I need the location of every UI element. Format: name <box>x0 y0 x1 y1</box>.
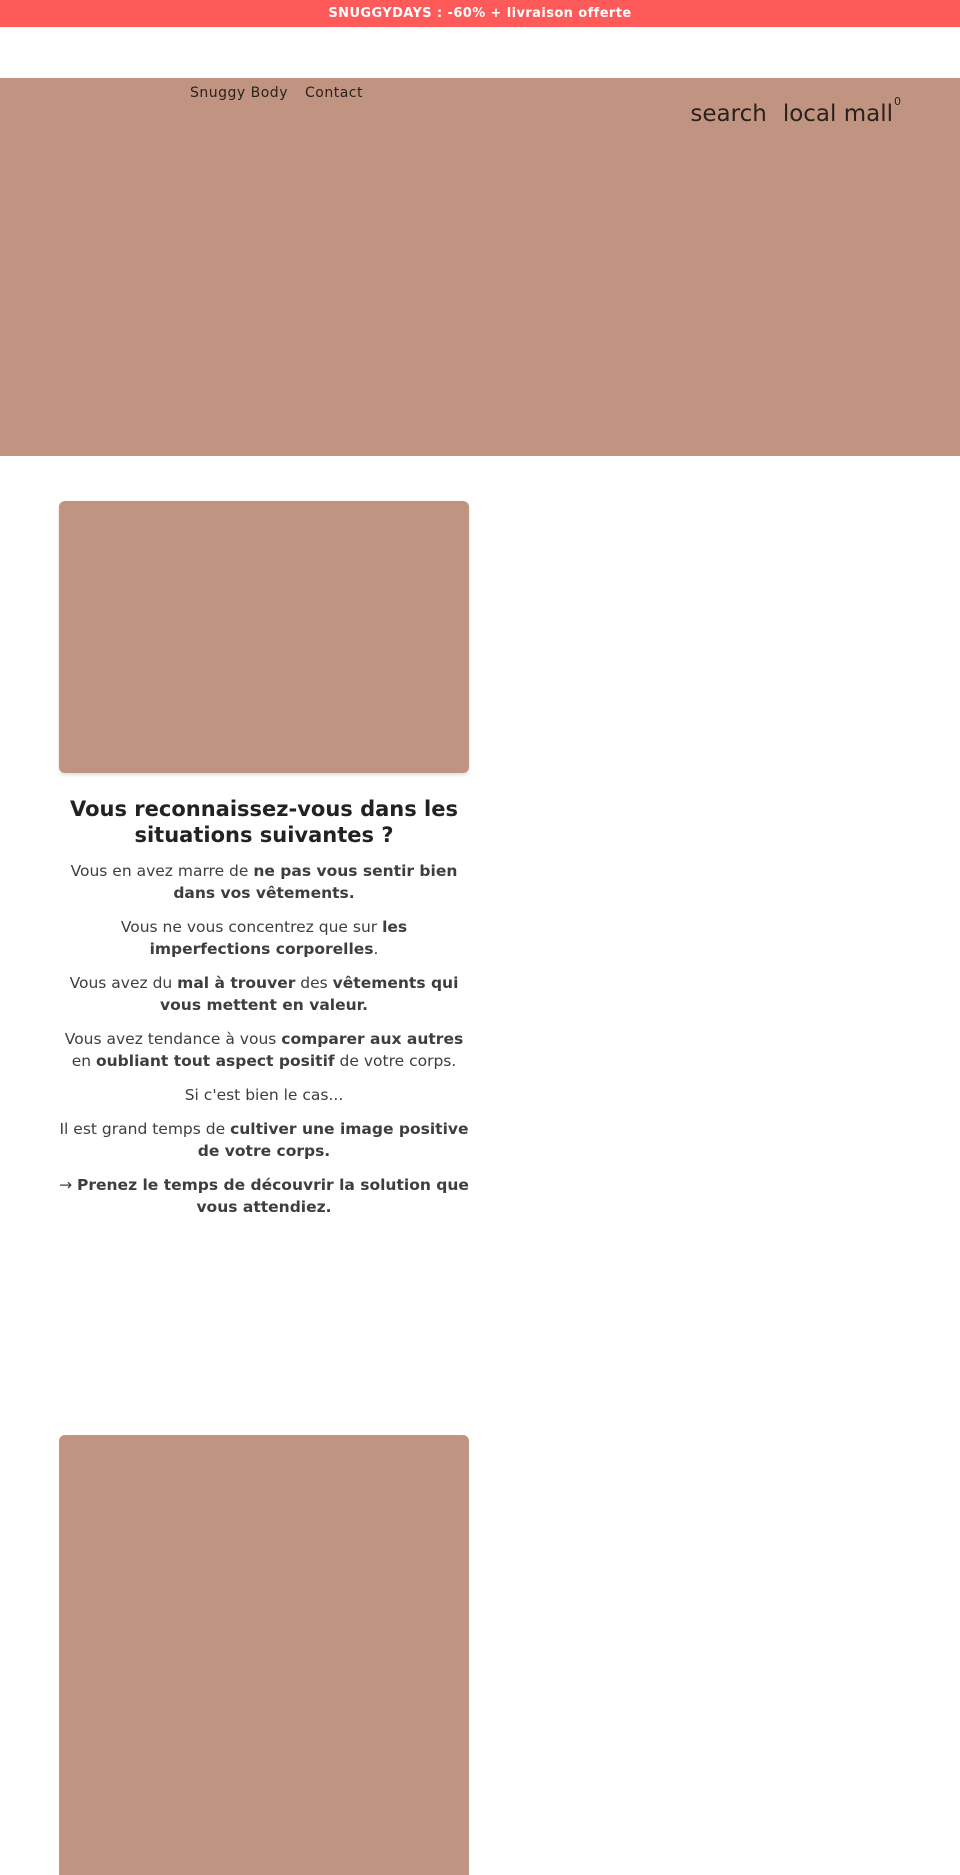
cart-icon[interactable] <box>782 95 901 127</box>
main-content <box>59 456 469 1875</box>
announcement-bar <box>0 0 960 27</box>
content-image-placeholder-top <box>59 501 469 773</box>
top-spacer <box>0 27 960 78</box>
paragraph-4: Vous avez tendance à vous comparer aux autres en oubliant tout aspect positif de votre corps. <box>64 1030 464 1070</box>
nav-link-snuggy-body[interactable]: Snuggy Body <box>190 85 288 101</box>
hero-banner <box>0 78 960 456</box>
paragraph-6: Il est grand temps de cultiver une image positive de votre corps. <box>59 1120 469 1160</box>
content-image-placeholder-bottom <box>59 1435 469 1875</box>
main-nav <box>190 85 363 101</box>
search-icon[interactable]: search <box>690 101 767 127</box>
paragraph-3: Vous avez du mal à trouver des vêtements qui vous mettent en valeur. <box>69 974 459 1014</box>
section-heading: Vous reconnaissez-vous dans les situations suivantes ? <box>70 797 458 847</box>
spacer <box>59 1230 469 1435</box>
announcement-text: SNUGGYDAYS : -60% + livraison offerte <box>328 6 632 21</box>
header-actions <box>690 95 901 127</box>
paragraph-1: Vous en avez marre de ne pas vous sentir bien dans vos vêtements. <box>70 862 458 902</box>
spacer <box>59 456 469 501</box>
cart-icon-label: local mall <box>782 101 893 127</box>
cart-count-badge: 0 <box>894 95 901 108</box>
paragraph-7: → Prenez le temps de découvrir la solution que vous attendiez. <box>59 1176 469 1216</box>
paragraph-2: Vous ne vous concentrez que sur les imperfections corporelles. <box>120 918 408 958</box>
paragraph-5: Si c'est bien le cas... <box>184 1086 344 1104</box>
nav-link-contact[interactable]: Contact <box>304 85 363 101</box>
